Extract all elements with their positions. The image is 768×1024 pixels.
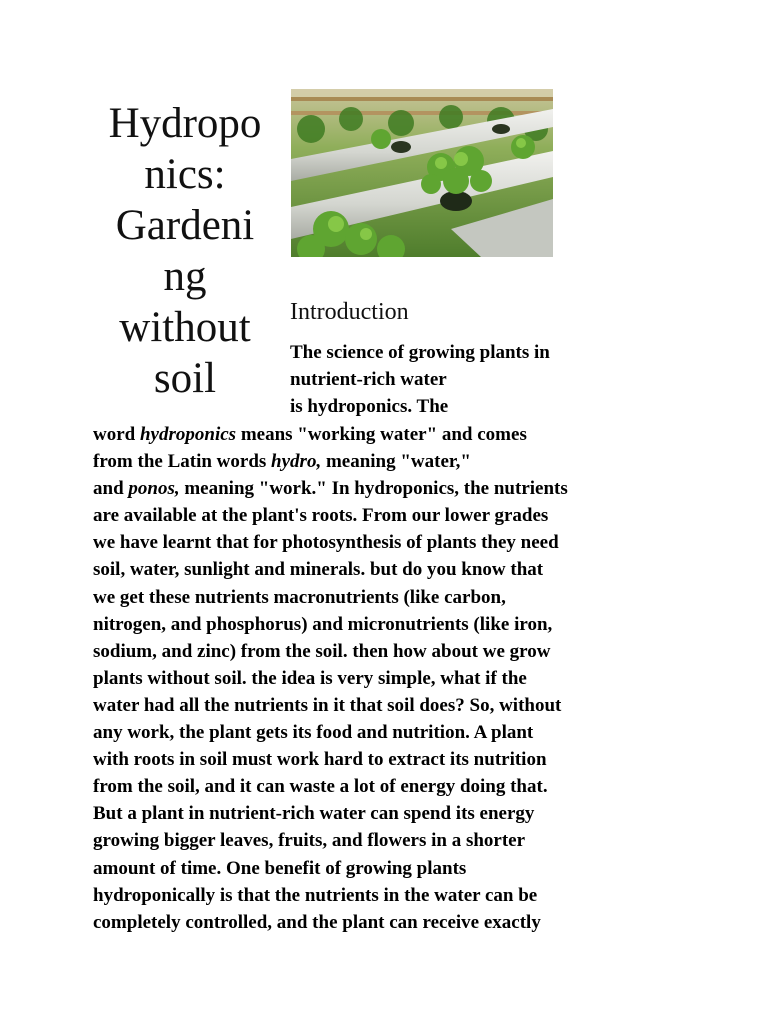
text-line: sodium, and zinc) from the soil. then how about we grow (93, 640, 551, 662)
title-line: Hydropo (108, 100, 262, 147)
text-line: plants without soil. the idea is very simple, what if the (93, 667, 527, 689)
text-run: meaning "work." In hydroponics, the nutrients (179, 478, 568, 500)
text-run: and (93, 478, 129, 500)
intro-lead (290, 340, 650, 421)
title-line: Gardeni (115, 202, 255, 249)
text-line: hydroponically is that the nutrients in the water can be (93, 884, 538, 906)
text-line: from the soil, and it can waste a lot of energy doing that. (93, 776, 548, 798)
term-hydroponics: hydroponics (139, 424, 237, 445)
text-line (93, 448, 693, 475)
text-line: we have learnt that for photosynthesis of plants they need (93, 532, 559, 554)
section-heading: Introduction (290, 299, 409, 325)
text-line: are available at the plant's roots. From our lower grades (93, 505, 549, 527)
title-line: nics: (144, 151, 226, 198)
term-ponos: ponos, (128, 478, 180, 500)
text-line: with roots in soil must work hard to extract its nutrition (93, 749, 547, 771)
hydroponics-photo (291, 89, 553, 257)
text-line: water had all the nutrients in it that soil does? So, without (93, 694, 562, 716)
text-line: soil, water, sunlight and minerals. but do you know that (93, 559, 544, 581)
text-line: nitrogen, and phosphorus) and micronutrients (like iron, (93, 613, 553, 635)
text-run: means "working water" and comes (236, 424, 527, 445)
text-run: word (93, 424, 140, 445)
text-run: from the Latin words (93, 451, 272, 473)
text-line: completely controlled, and the plant can receive exactly (93, 911, 541, 933)
title-line: soil (153, 355, 217, 402)
text-line (93, 421, 693, 448)
title-line: without (119, 304, 251, 351)
text-line: amount of time. One benefit of growing plants (93, 857, 467, 879)
text-line: But a plant in nutrient-rich water can spend its energy (93, 803, 535, 825)
term-hydro: hydro, (271, 451, 322, 473)
page-title (97, 98, 273, 404)
text-line: growing bigger leaves, fruits, and flowers in a shorter (93, 830, 526, 852)
text-line: any work, the plant gets its food and nutrition. A plant (93, 722, 534, 744)
text-run: meaning "water," (321, 451, 471, 473)
text-line: is hydroponics. The (290, 395, 449, 417)
title-line: ng (163, 253, 207, 300)
intro-paragraph (93, 421, 693, 936)
text-line: we get these nutrients macronutrients (like carbon, (93, 586, 506, 608)
text-line: The science of growing plants in (290, 342, 550, 363)
text-line: nutrient-rich water (290, 368, 447, 390)
text-line (93, 475, 693, 502)
